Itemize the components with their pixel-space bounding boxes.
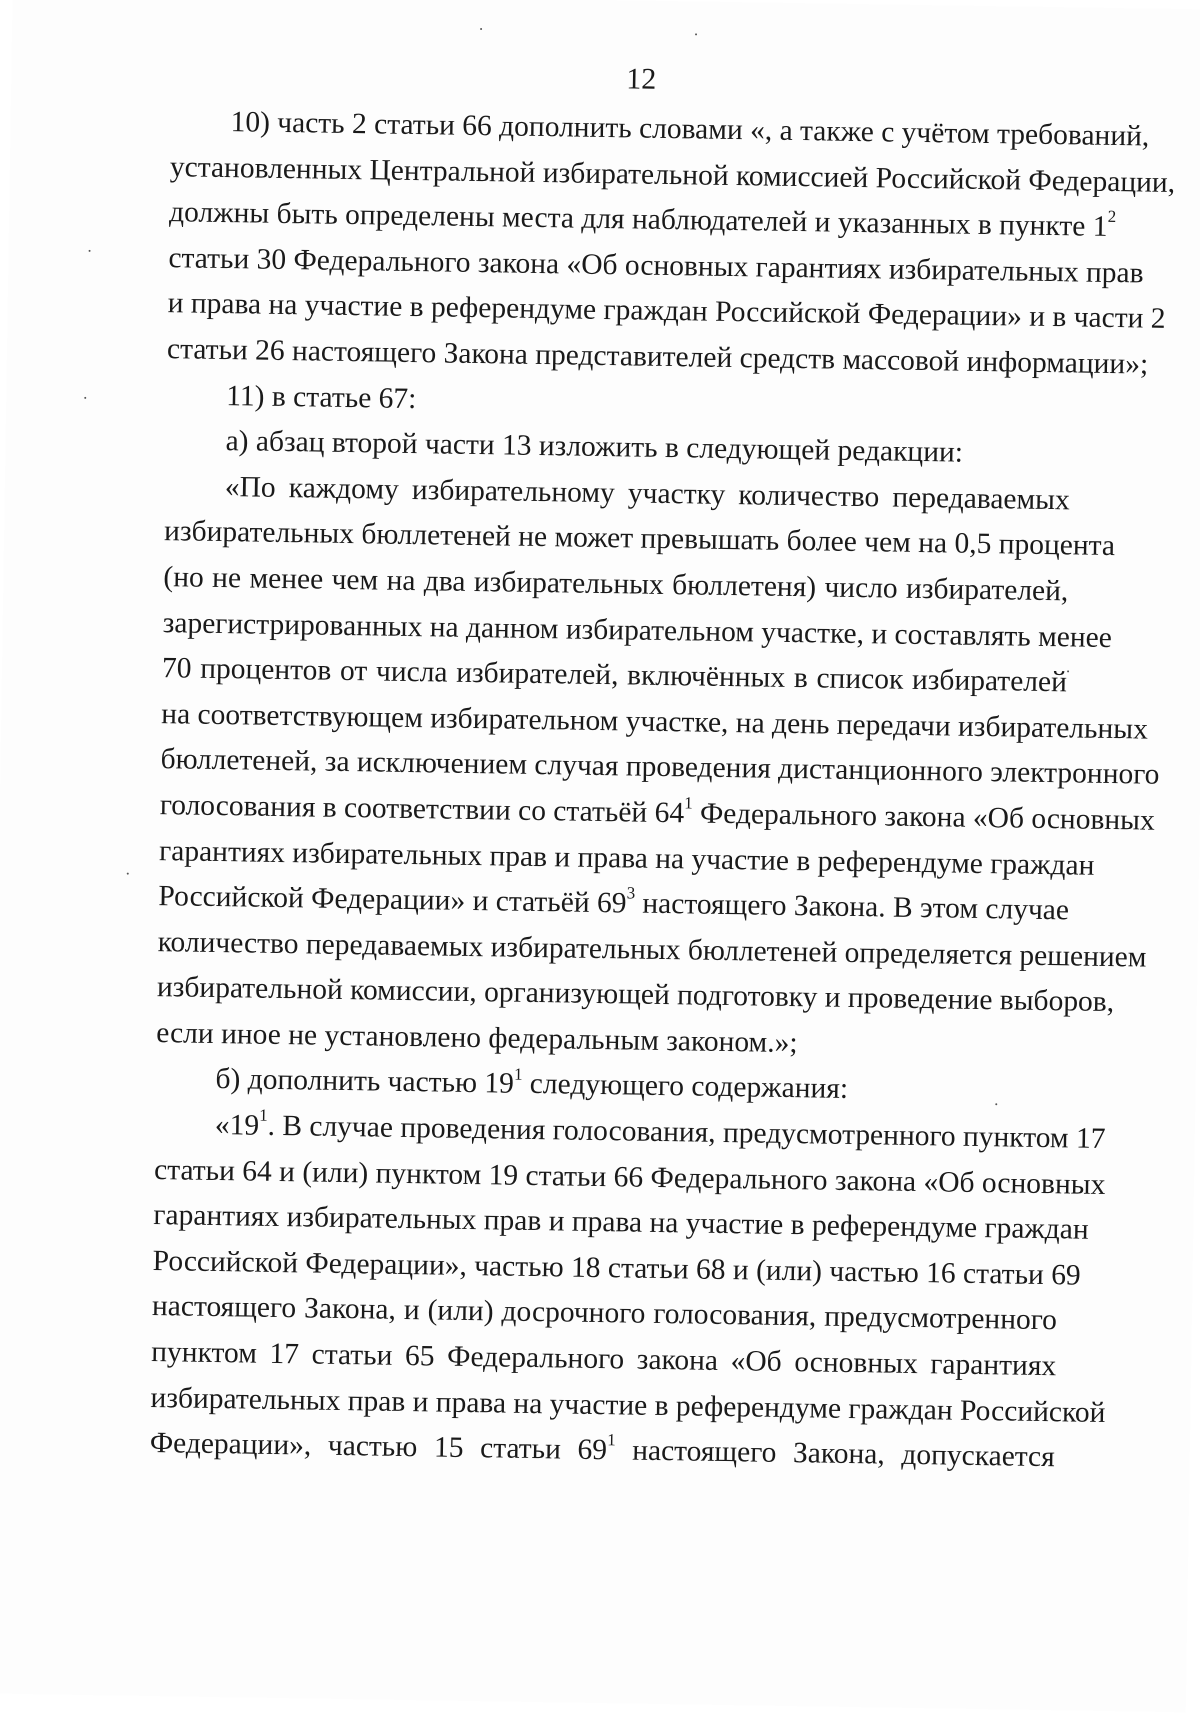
text-line: бюллетеней, за исключением случая проведения дистанционного электронного	[160, 743, 1160, 792]
text-line: 10) часть 2 статьи 66 дополнить словами «, а также с учётом требований,	[230, 106, 1150, 153]
text-line: «По каждому избирательному участку количество передаваемых	[224, 470, 1071, 517]
text-segment: голосования в соответствии со статьёй 64	[159, 788, 685, 830]
scan-speck	[480, 28, 482, 30]
page-number: 12	[626, 62, 657, 96]
text-segment: Федерации», частью 15 статьи 69	[149, 1427, 608, 1467]
text-line: количество передаваемых избирательных бюллетеней определяется решением	[157, 925, 1147, 974]
text-segment: Федерального закона «Об основных	[692, 797, 1156, 837]
text-line: а) абзац второй части 13 изложить в следующей редакции:	[225, 425, 964, 469]
text-line: гарантиях избирательных прав и права на участие в референдуме граждан	[153, 1199, 1089, 1246]
superscript-index: 1	[513, 1064, 523, 1084]
text-line: статьи 26 настоящего Закона представителей средств массовой информации»;	[166, 333, 1149, 381]
text-line: 11) в статье 67:	[226, 379, 417, 415]
text-segment: настоящего Закона. В этом случае	[634, 887, 1070, 927]
scan-speck	[127, 873, 129, 875]
text-line: установленных Центральной избирательной комиссией Российской Федерации,	[169, 150, 1176, 199]
text-segment: Российской Федерации» и статьёй 69	[158, 880, 627, 920]
text-segment: б) дополнить частью 19	[215, 1063, 515, 1101]
scan-speck	[1067, 670, 1069, 672]
text-line: на соответствующем избирательном участке, на день передачи избирательных	[161, 697, 1149, 746]
text-segment: следующего содержания:	[522, 1068, 849, 1106]
scan-speck	[89, 250, 91, 252]
text-line: гарантиях избирательных прав и права на участие в референдуме граждан	[158, 834, 1095, 882]
text-line: избирательных прав и права на участие в референдуме граждан Российской	[150, 1381, 1106, 1429]
scan-speck	[695, 33, 697, 35]
text-line: настоящего Закона, и (или) досрочного голосования, предусмотренного	[151, 1290, 1058, 1337]
document-body	[149, 99, 1176, 1481]
text-line: пунктом 17 статьи 65 Федерального закона «Об основных гарантиях	[151, 1336, 1057, 1383]
text-segment: «19	[214, 1109, 260, 1142]
text-line: статьи 30 Федерального закона «Об основных гарантиях избирательных прав	[168, 241, 1144, 290]
superscript-index: 1	[684, 793, 693, 813]
text-segment: должны быть определены места для наблюдателей и указанных в пункте 1	[168, 196, 1108, 244]
text-line: (но не менее чем на два избирательных бюллетеня) число избирателей,	[163, 561, 1069, 608]
text-line: избирательных бюллетеней не может превышать более чем на 0,5 процента	[163, 515, 1116, 563]
text-segment: . В случае проведения голосования, предусмотренного пунктом 17	[267, 1109, 1106, 1156]
text-line: Российской Федерации», частью 18 статьи 68 и (или) частью 16 статьи 69	[152, 1244, 1081, 1292]
text-line: 70 процентов от числа избирателей, включённых в список избирателей	[161, 652, 1068, 699]
text-line: избирательной комиссии, организующей подготовку и проведение выборов,	[156, 971, 1115, 1019]
superscript-index: 1	[259, 1105, 268, 1126]
scan-speck	[84, 397, 86, 399]
superscript-index: 3	[626, 883, 636, 903]
text-line: зарегистрированных на данном избирательном участке, и составлять менее	[162, 606, 1113, 654]
text-line: статьи 64 и (или) пунктом 19 статьи 66 Федерального закона «Об основных	[153, 1153, 1106, 1201]
scan-speck	[995, 1103, 997, 1105]
text-line: если иное не установлено федеральным законом.»;	[156, 1016, 798, 1060]
text-line: и права на участие в референдуме граждан Российской Федерации» и в части 2	[167, 287, 1166, 336]
text-segment: настоящего Закона, допускается	[615, 1434, 1055, 1474]
superscript-index: 2	[1107, 207, 1117, 227]
superscript-index: 1	[607, 1430, 616, 1450]
